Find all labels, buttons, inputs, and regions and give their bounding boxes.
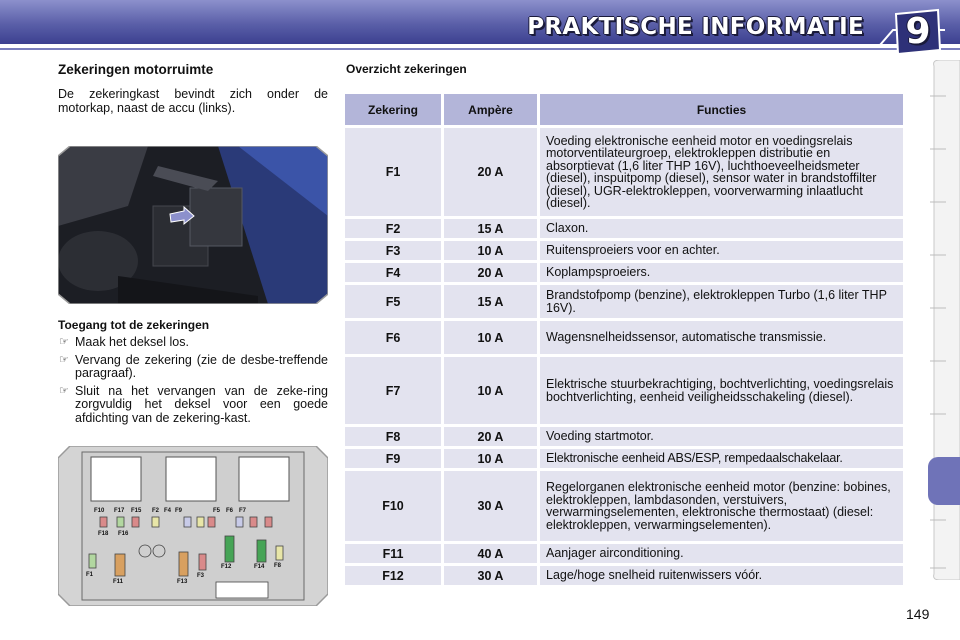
function-cell: Lage/hoge snelheid ruitenwissers vóór. — [537, 566, 903, 585]
engine-fuse-section — [58, 62, 328, 115]
intro-paragraph: De zekeringkast bevindt zich onder de motorkap, naast de accu (links). — [58, 87, 328, 115]
fuse-access-instructions — [58, 318, 328, 429]
diagram-label: F16 — [118, 531, 129, 537]
diagram-label: F12 — [221, 564, 232, 570]
ampere-cell: 20 A — [441, 128, 537, 216]
column-header-functions: Functies — [537, 94, 903, 125]
ampere-cell: 15 A — [441, 219, 537, 238]
function-cell: Claxon. — [537, 219, 903, 238]
table-header-row — [345, 94, 903, 125]
instruction-item: ☞ Maak het deksel los. — [59, 335, 189, 349]
ampere-cell: 10 A — [441, 321, 537, 354]
table-row — [345, 285, 903, 318]
instruction-item: ☞ Vervang de zekering (zie de desbe-treffende paragraaf). — [59, 352, 328, 380]
fuse-cell: F2 — [345, 219, 441, 238]
diagram-label: F13 — [177, 579, 188, 585]
function-cell: Brandstofpomp (benzine), elektrokleppen Turbo (1,6 liter THP 16V). — [537, 285, 903, 318]
pointing-hand-icon: ☞ — [59, 336, 69, 348]
table-row — [345, 544, 903, 563]
function-cell: Aanjager airconditioning. — [537, 544, 903, 563]
ampere-cell: 10 A — [441, 449, 537, 468]
function-cell: Regelorganen elektronische eenheid motor (benzine: bobines, elektrokleppen, lambdasonden, verstuivers, verwarmingselementen, elektronische thermostaat) (diesel: elektrokleppen, verwarmingselementen). — [537, 471, 903, 541]
fuse-cell: F7 — [345, 357, 441, 424]
page-number: 149 — [906, 606, 930, 622]
diagram-label: F3 — [197, 573, 205, 579]
fuse-cell: F11 — [345, 544, 441, 563]
diagram-label: F6 — [226, 508, 234, 514]
overview-title: Overzicht zekeringen — [346, 62, 467, 76]
fuse-cell: F6 — [345, 321, 441, 354]
diagram-label: F15 — [131, 508, 142, 514]
diagram-label: F11 — [113, 579, 124, 585]
diagram-label: F7 — [239, 508, 247, 514]
pointing-hand-icon: ☞ — [59, 353, 69, 366]
diagram-label: F8 — [274, 563, 282, 569]
table-row — [345, 219, 903, 238]
diagram-label: F1 — [86, 572, 94, 578]
function-cell: Koplampsproeiers. — [537, 263, 903, 282]
function-cell: Ruitensproeiers voor en achter. — [537, 241, 903, 260]
diagram-label: F10 — [94, 508, 105, 514]
diagram-label: F9 — [175, 508, 183, 514]
fuse-cell: F3 — [345, 241, 441, 260]
table-row — [345, 357, 903, 424]
instruction-item: ☞ Sluit na het vervangen van de zeke-ring zorgvuldig het deksel voor een goede afdichting van de zekering-kast. — [59, 383, 328, 425]
active-chapter-tab[interactable] — [928, 457, 960, 505]
ampere-cell: 10 A — [441, 241, 537, 260]
diagram-label: F18 — [98, 531, 109, 537]
fuse-box-diagram — [58, 446, 328, 606]
fuse-cell: F1 — [345, 128, 441, 216]
fuse-cell: F12 — [345, 566, 441, 585]
fuse-cell: F10 — [345, 471, 441, 541]
table-row — [345, 263, 903, 282]
ampere-cell: 15 A — [441, 285, 537, 318]
table-row — [345, 449, 903, 468]
diagram-label: F14 — [254, 564, 265, 570]
table-row — [345, 128, 903, 216]
fuse-cell: F9 — [345, 449, 441, 468]
chapter-title: PRAKTISCHE INFORMATIE — [527, 14, 864, 40]
function-cell: Elektronische eenheid ABS/ESP, rempedaalschakelaar. — [537, 449, 903, 468]
table-row — [345, 471, 903, 541]
ampere-cell: 10 A — [441, 357, 537, 424]
fuse-cell: F8 — [345, 427, 441, 446]
function-cell: Elektrische stuurbekrachtiging, bochtverlichting, voedingsrelais bochtverlichting, eenheid veiligheidsschakeling (diesel). — [537, 357, 903, 424]
page-header — [0, 0, 960, 56]
ampere-cell: 40 A — [441, 544, 537, 563]
ampere-cell: 20 A — [441, 427, 537, 446]
table-row — [345, 566, 903, 585]
fuse-cell: F5 — [345, 285, 441, 318]
engine-bay-photo — [58, 146, 328, 304]
diagram-label: F2 — [152, 508, 160, 514]
ampere-cell: 30 A — [441, 471, 537, 541]
function-cell: Wagensnelheidssensor, automatische transmissie. — [537, 321, 903, 354]
pointing-hand-icon: ☞ — [59, 384, 69, 397]
function-cell: Voeding elektronische eenheid motor en voedingsrelais motorventilateurgroep, elektrokleppen distributie en absorptievat (1,6 liter THP 16V), luchthoeveelheidsmeter (diesel), inspuitpomp (diesel), sensor water in brandstoffilter (diesel), UGR-elektrokleppen, voorverwarming inlaatlucht (diesel). — [537, 128, 903, 216]
table-row — [345, 427, 903, 446]
ampere-cell: 30 A — [441, 566, 537, 585]
fuse-cell: F4 — [345, 263, 441, 282]
ampere-cell: 20 A — [441, 263, 537, 282]
chapter-number-badge: 9 — [905, 11, 931, 52]
column-header-ampere: Ampère — [441, 94, 537, 125]
function-cell: Voeding startmotor. — [537, 427, 903, 446]
column-header-fuse: Zekering — [345, 94, 441, 125]
diagram-label: F17 — [114, 508, 125, 514]
section-title: Zekeringen motorruimte — [58, 62, 214, 77]
table-row — [345, 321, 903, 354]
fuse-overview-table — [345, 91, 903, 588]
table-row — [345, 241, 903, 260]
diagram-label: F5 — [213, 508, 221, 514]
diagram-label: F4 — [164, 508, 172, 514]
access-title: Toegang tot de zekeringen — [58, 318, 210, 332]
